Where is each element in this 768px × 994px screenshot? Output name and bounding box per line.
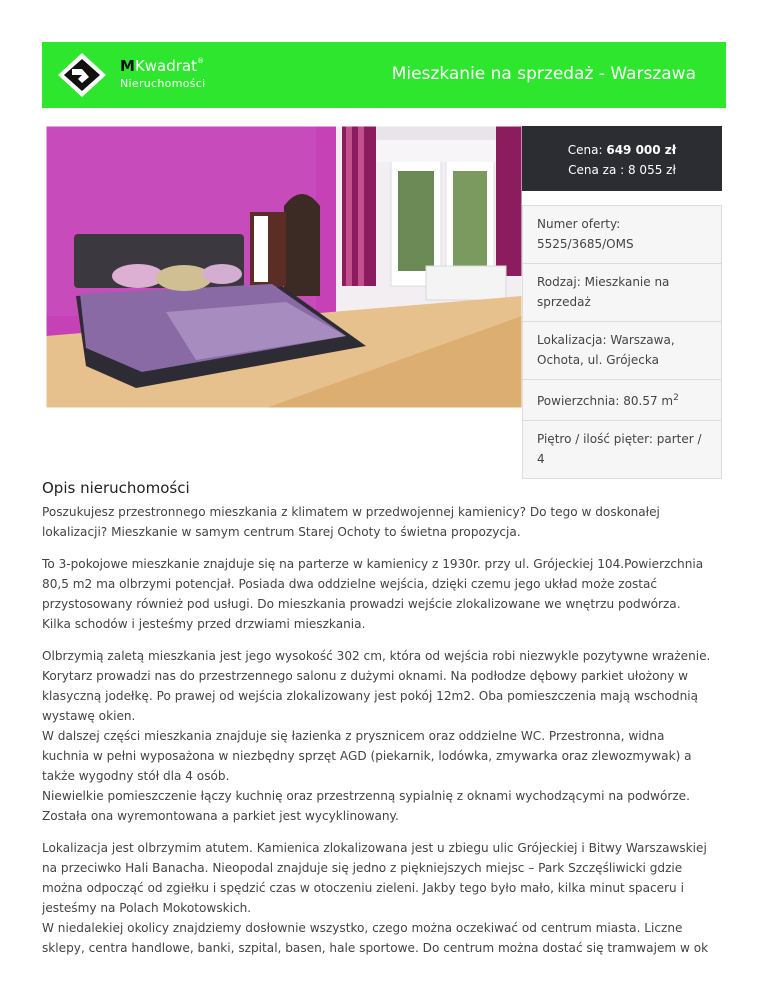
- detail-area: Powierzchnia: 80.57 $m^2$: [523, 380, 721, 421]
- page-title: Mieszkanie na sprzedaż - Warszawa: [391, 64, 696, 84]
- description-line: kuchnia w pełni wyposażona w niezbędny sprzęt AGD (piekarnik, lodówka, zmywarka oraz zlewozmywak) a: [42, 749, 692, 763]
- description-line: Niewielkie pomieszczenie łączy kuchnię oraz przestrzenną sypialnię z oknami wychodzącymi na podwórze.: [42, 789, 690, 803]
- description-line: sklepy, centra handlowe, banki, szpital, basen, hale sportowe. Do centrum można dostać się tramwajem w ok: [42, 941, 709, 955]
- price-per-m2: Cena za : 8 055 zł: [568, 163, 676, 177]
- description-paragraph: [42, 502, 732, 542]
- logo[interactable]: [56, 51, 256, 99]
- description-line: Korytarz prowadzi nas do przestrzennego salonu z dużymi oknami. Na podłodze dębowy parkiet ułożony w: [42, 669, 689, 683]
- price-box: [522, 126, 722, 191]
- description-line: W niedalekiej okolicy znajdziemy dosłownie wszystko, czego można oczekiwać od centrum miasta. Liczne: [42, 921, 683, 935]
- detail-offer-number: Numer oferty: 5525/3685/OMS: [523, 206, 721, 264]
- description-line: także wygodny stół dla 4 osób.: [42, 769, 230, 783]
- description-line: 80,5 m2 ma olbrzymi potencjał. Posiada dwa oddzielne wejścia, dzięki czemu jego układ może zostać: [42, 577, 658, 591]
- logo-brand: MKwadrat®: [120, 57, 204, 75]
- logo-mark-icon: [56, 51, 108, 99]
- description-line: Olbrzymią zaletą mieszkania jest jego wysokość 302 cm, która od wejścia robi niezwykle pozytywne wrażenie.: [42, 649, 711, 663]
- description-line: To 3-pokojowe mieszkanie znajduje się na parterze w kamienicy z 1930r. przy ul. Grójeckiej 104.Powierzchnia: [42, 557, 704, 571]
- description-heading: Opis nieruchomości: [42, 479, 190, 497]
- description-line: Kilka schodów i jesteśmy przed drzwiami mieszkania.: [42, 617, 366, 631]
- price-line: Cena: 649 000 zł: [567, 143, 677, 157]
- description-line: przystosowany również pod usługi. Do mieszkania prowadzi wejście zlokalizowane we wnętrzu podwórza.: [42, 597, 681, 611]
- description-line: wystawę okien.: [42, 709, 136, 723]
- description-line: lokalizacji? Mieszkanie w samym centrum Starej Ochoty to świetna propozycja.: [42, 525, 521, 539]
- description-line: Poszukujesz przestronnego mieszkania z klimatem w przedwojennej kamienicy? Do tego w doskonałej: [42, 505, 660, 519]
- header-bar: [42, 42, 726, 108]
- details-table: [522, 205, 722, 479]
- description-paragraph: [42, 838, 732, 958]
- detail-floor: Piętro / ilość pięter: parter / 4: [537, 432, 702, 466]
- detail-type: Rodzaj: Mieszkanie na sprzedaż: [523, 264, 721, 322]
- description-paragraph: [42, 554, 732, 634]
- description-line: można odpocząć od zgiełku i spędzić czas w otoczeniu zieleni. Jakby tego było mało, kilka minut spaceru i: [42, 881, 684, 895]
- property-photo[interactable]: [46, 126, 522, 408]
- logo-subtitle: Nieruchomości: [120, 77, 206, 90]
- description-paragraph: [42, 646, 732, 826]
- detail-location: Lokalizacja: Warszawa, Ochota, ul. Grójecka: [523, 322, 721, 380]
- description-section: [42, 478, 732, 970]
- description-line: na przeciwko Hali Banacha. Nieopodal znajduje się jedno z piękniejszych miejsc – Park Szczęśliwicki gdzie: [42, 861, 683, 875]
- description-line: Została ona wyremontowana a parkiet jest wycyklinowany.: [42, 809, 399, 823]
- price-value: 649 000 zł: [606, 143, 677, 157]
- description-line: W dalszej części mieszkania znajduje się łazienka z prysznicem oraz oddzielne WC. Przestronna, widna: [42, 729, 665, 743]
- description-line: klasyczną jodełkę. Po prawej od wejścia zlokalizowany jest pokój 12m2. Oba pomieszczenia mają wschodnią: [42, 689, 699, 703]
- description-line: Lokalizacja jest olbrzymim atutem. Kamienica zlokalizowana jest u zbiegu ulic Grójeckiej i Bitwy Warszawskiej: [42, 841, 707, 855]
- description-line: jesteśmy na Polach Mokotowskich.: [42, 901, 252, 915]
